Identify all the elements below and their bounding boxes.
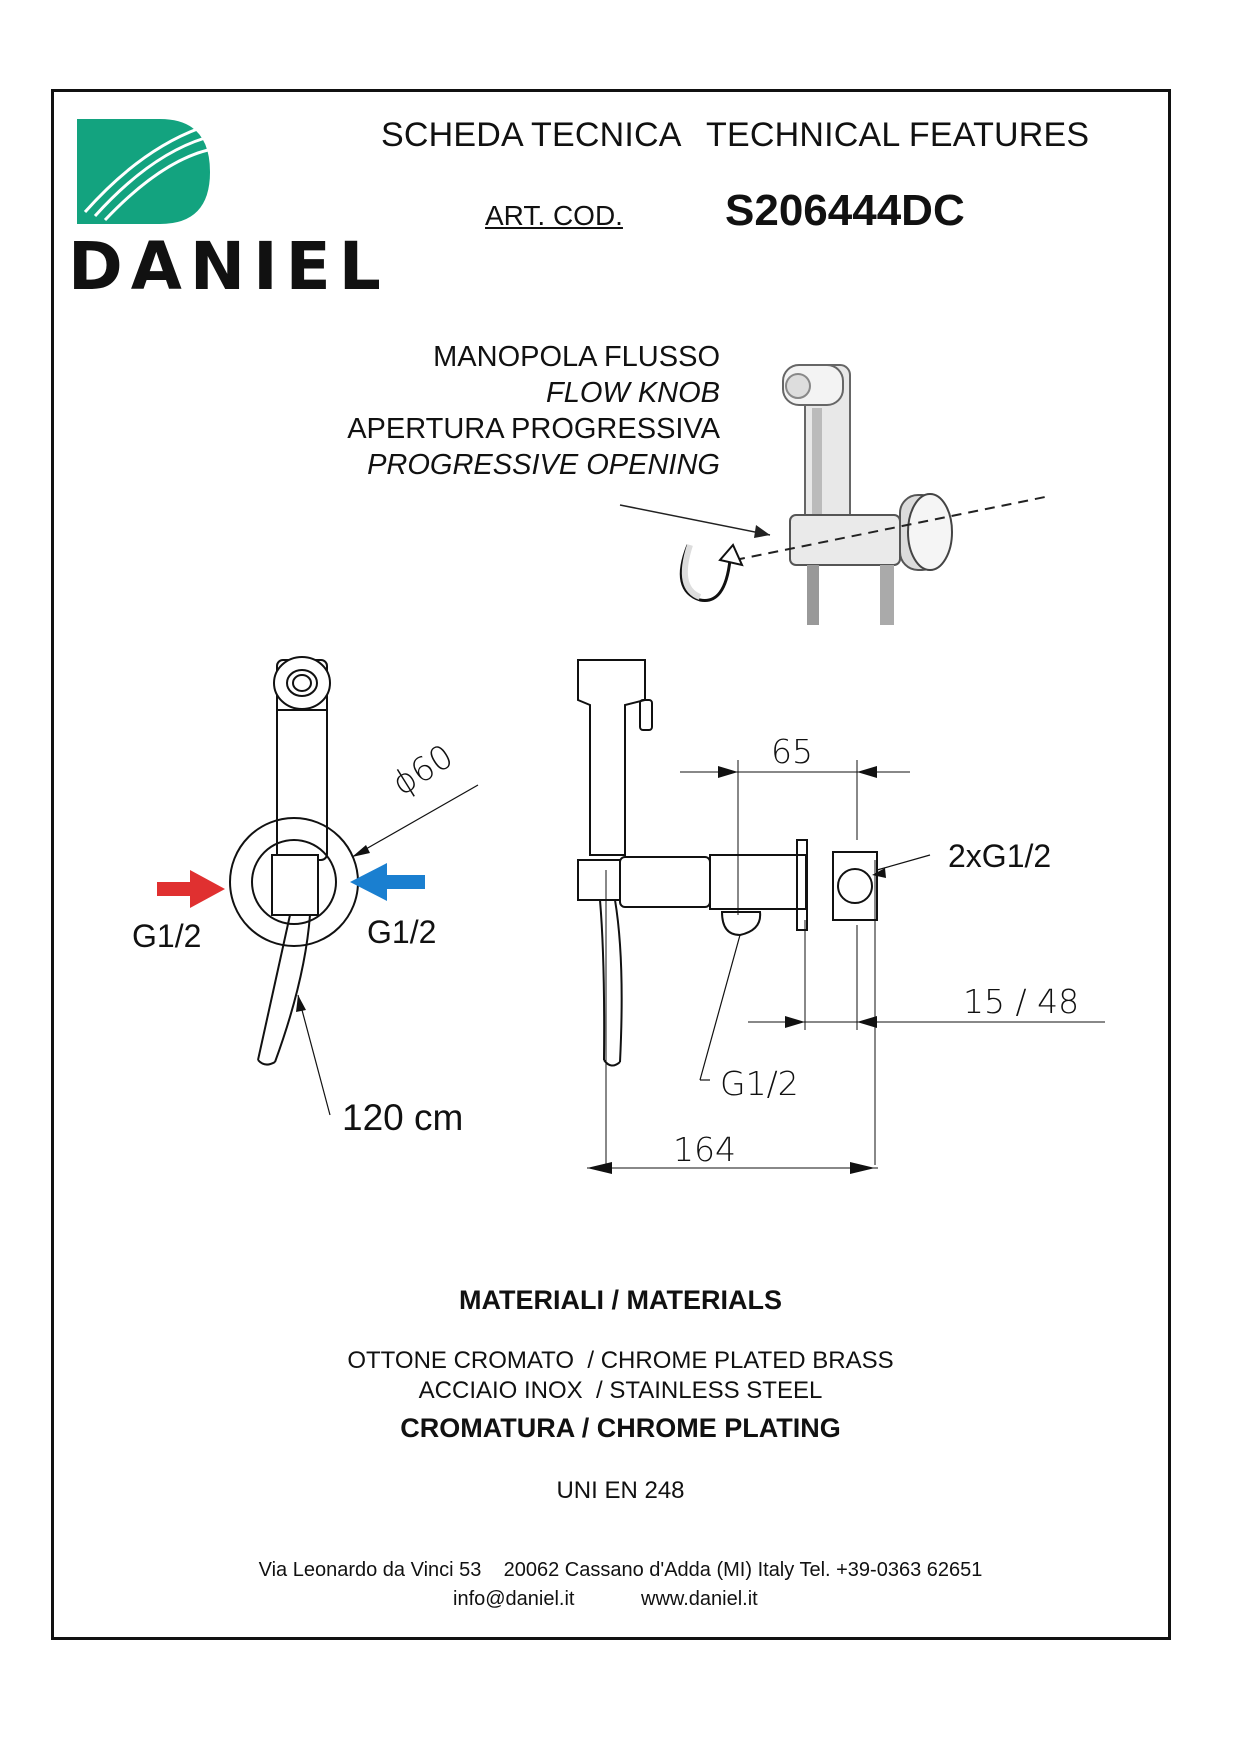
dimension-arrows [587, 766, 886, 1174]
footer-email[interactable]: info@daniel.it [453, 1588, 575, 1610]
dimension-65: 65 [771, 732, 813, 771]
materials-line-2: ACCIAIO INOX / STAINLESS STEEL [418, 1377, 823, 1404]
callout-line-1: MANOPOLA FLUSSO [433, 341, 720, 373]
footer-address: Via Leonardo da Vinci 53 20062 Cassano d'Adda (MI) Italy Tel. +39-0363 62651 [258, 1559, 983, 1581]
materials-title: MATERIALI / MATERIALS [459, 1285, 782, 1315]
cold-inlet-arrow-icon [350, 863, 425, 901]
diameter-label: ϕ60 [385, 736, 460, 804]
callout-line-2: FLOW KNOB [545, 377, 720, 409]
outlet-label: G1/2 [720, 1064, 799, 1103]
callout-line-4: PROGRESSIVE OPENING [367, 449, 720, 481]
hose-length-label: 120 cm [342, 1097, 464, 1138]
materials-line-1: OTTONE CROMATO / CHROME PLATED BRASS [347, 1347, 894, 1374]
flow-knob-callout [250, 341, 720, 481]
daniel-logo-icon [77, 119, 210, 224]
callout-line-3: APERTURA PROGRESSIVA [347, 413, 720, 445]
hot-inlet-arrow-icon [157, 870, 225, 908]
footer-website[interactable]: www.daniel.it [641, 1588, 758, 1610]
dimension-15-48: 15 / 48 [963, 982, 1080, 1021]
front-view [230, 657, 478, 1115]
inlet-left-label: G1/2 [132, 918, 202, 954]
brand-logo-text: DANIEL [68, 228, 389, 305]
inlet-right-label: G1/2 [367, 914, 437, 950]
standard-label: UNI EN 248 [556, 1477, 685, 1504]
article-code: S206444DC [725, 186, 965, 235]
title-italian: SCHEDA TECNICA [381, 116, 682, 154]
side-view [578, 660, 1105, 1168]
article-code-label: ART. COD. [485, 200, 623, 231]
connection-label: 2xG1/2 [948, 838, 1052, 874]
plating-title: CROMATURA / CHROME PLATING [400, 1413, 841, 1443]
dimension-164: 164 [673, 1130, 736, 1169]
title-english: TECHNICAL FEATURES [706, 116, 1090, 154]
